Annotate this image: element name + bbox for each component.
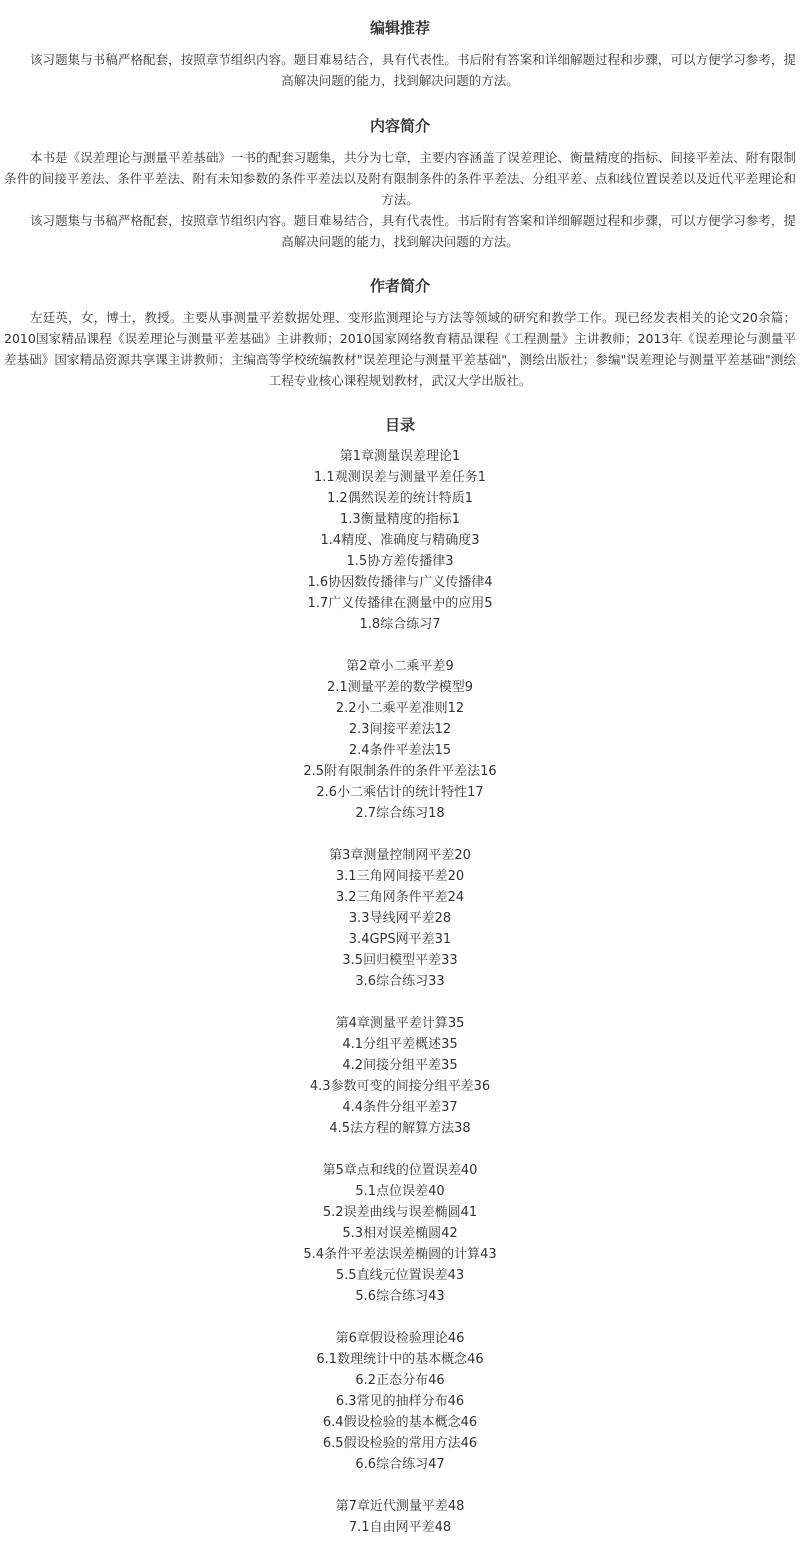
author-intro-title: 作者简介 [369, 277, 430, 295]
toc-item: 3.6综合练习33 [355, 974, 445, 989]
toc-item: 6.2正态分布46 [355, 1373, 445, 1388]
toc-item: 1.3衡量精度的指标1 [340, 512, 460, 527]
toc-item: 3.3导线网平差28 [348, 911, 452, 926]
toc-item: 3.1三角网间接平差20 [335, 869, 465, 884]
toc-chapter-heading: 第1章测量误差理论1 [339, 449, 461, 464]
toc-chapter-heading: 第7章近代测量平差48 [335, 1499, 465, 1514]
toc-item: 3.2三角网条件平差24 [335, 890, 465, 905]
toc-item: 6.1数理统计中的基本概念46 [316, 1352, 484, 1367]
toc-chapter-heading: 第3章测量控制网平差20 [329, 848, 471, 863]
content-intro-paragraph: 本书是《误差理论与测量平差基础》一书的配套习题集，共分为七章，主要内容涵盖了误差理论、衡量精度的指标、间接平差法、附有限制条件的间接平差法、条件平差法、附有未知参数的条件平差法以及附有限制条件的条件平差法、分组平差、点和线位置误差以及近代平差理论和方法。 [4, 150, 796, 207]
toc-item: 1.1观测误差与测量平差任务1 [314, 470, 486, 485]
author-intro-text: 左廷英，女，博士，教授。主要从事测量平差数据处理、变形监测理论与方法等领域的研究和教学工作。现已经发表相关的论文20余篇；2010国家精品课程《误差理论与测量平差基础》主讲教师；2010国家网络教育精品课程《工程测量》主讲教师；2013年《误差理论与测量平差基础》国家精品资源共享课主讲教师；主编高等学校统编教材"误差理论与测量平差基础"，测绘出版社；参编"误差理论与测量平差基础"测绘工程专业核心课程规划教材，武汉大学出版社。 [4, 310, 796, 388]
toc-item: 2.7综合练习18 [355, 806, 445, 821]
toc-item: 5.1点位误差40 [355, 1184, 445, 1199]
editor-recommend-title: 编辑推荐 [369, 19, 430, 37]
content-intro-paragraph: 该习题集与书稿严格配套，按照章节组织内容。题目难易结合，具有代表性。书后附有答案和详细解题过程和步骤，可以方便学习参考，提高解决问题的能力，找到解决问题的方法。 [30, 213, 796, 249]
toc-item: 4.2间接分组平差35 [342, 1058, 458, 1073]
toc-item: 5.5直线元位置误差43 [335, 1268, 465, 1283]
toc-item: 2.3间接平差法12 [348, 722, 452, 737]
toc-item: 1.8综合练习7 [359, 617, 441, 632]
toc-item: 3.5回归模型平差33 [342, 953, 458, 968]
toc-item: 5.4条件平差法误差椭圆的计算43 [303, 1247, 497, 1262]
toc-chapter-group [0, 845, 800, 992]
toc-chapter-group [0, 1160, 800, 1307]
toc-item: 2.5附有限制条件的条件平差法16 [303, 764, 497, 779]
author-intro-section [0, 276, 800, 391]
toc-item: 1.4精度、准确度与精确度3 [320, 533, 480, 548]
toc-chapter-group [0, 446, 800, 635]
toc-chapter-heading: 第6章假设检验理论46 [335, 1331, 465, 1346]
toc-item: 6.6综合练习47 [355, 1457, 445, 1472]
toc-title: 目录 [384, 416, 415, 434]
toc-item: 7.1自由网平差48 [348, 1520, 452, 1535]
toc-item: 4.3参数可变的间接分组平差36 [309, 1079, 491, 1094]
toc-section [0, 415, 800, 1546]
toc-item: 4.5法方程的解算方法38 [329, 1121, 471, 1136]
toc-item: 1.7广义传播律在测量中的应用5 [307, 596, 493, 611]
editor-recommend-text: 该习题集与书稿严格配套，按照章节组织内容。题目难易结合，具有代表性。书后附有答案和详细解题过程和步骤，可以方便学习参考，提高解决问题的能力，找到解决问题的方法。 [30, 52, 796, 88]
toc-chapter-group [0, 1013, 800, 1139]
toc-item: 4.1分组平差概述35 [342, 1037, 458, 1052]
toc-item: 5.3相对误差椭圆42 [342, 1226, 458, 1241]
content-intro-title: 内容简介 [369, 117, 430, 135]
toc-chapter-heading: 第5章点和线的位置误差40 [322, 1163, 478, 1178]
toc-item: 1.6协因数传播律与广义传播律4 [307, 575, 493, 590]
content-intro-section [0, 116, 800, 252]
toc-list [0, 446, 800, 1538]
toc-item: 2.4条件平差法15 [348, 743, 452, 758]
toc-item: 6.5假设检验的常用方法46 [322, 1436, 478, 1451]
toc-item: 6.4假设检验的基本概念46 [322, 1415, 478, 1430]
toc-item: 1.2偶然误差的统计特质1 [327, 491, 473, 506]
toc-item: 2.6小二乘估计的统计特性17 [316, 785, 484, 800]
editor-recommend-section [0, 18, 800, 91]
toc-item: 4.4条件分组平差37 [342, 1100, 458, 1115]
toc-item: 3.4GPS网平差31 [348, 932, 452, 947]
toc-chapter-group [0, 656, 800, 824]
toc-chapter-group [0, 1328, 800, 1475]
toc-item: 2.2小二乘平差准则12 [335, 701, 465, 716]
toc-item: 5.2误差曲线与误差椭圆41 [322, 1205, 478, 1220]
toc-chapter-heading: 第2章小二乘平差9 [346, 659, 454, 674]
toc-chapter-group [0, 1496, 800, 1538]
toc-item: 1.5协方差传播律3 [346, 554, 454, 569]
toc-chapter-heading: 第4章测量平差计算35 [335, 1016, 465, 1031]
toc-item: 2.1测量平差的数学模型9 [327, 680, 473, 695]
toc-item: 5.6综合练习43 [355, 1289, 445, 1304]
toc-item: 6.3常见的抽样分布46 [335, 1394, 465, 1409]
